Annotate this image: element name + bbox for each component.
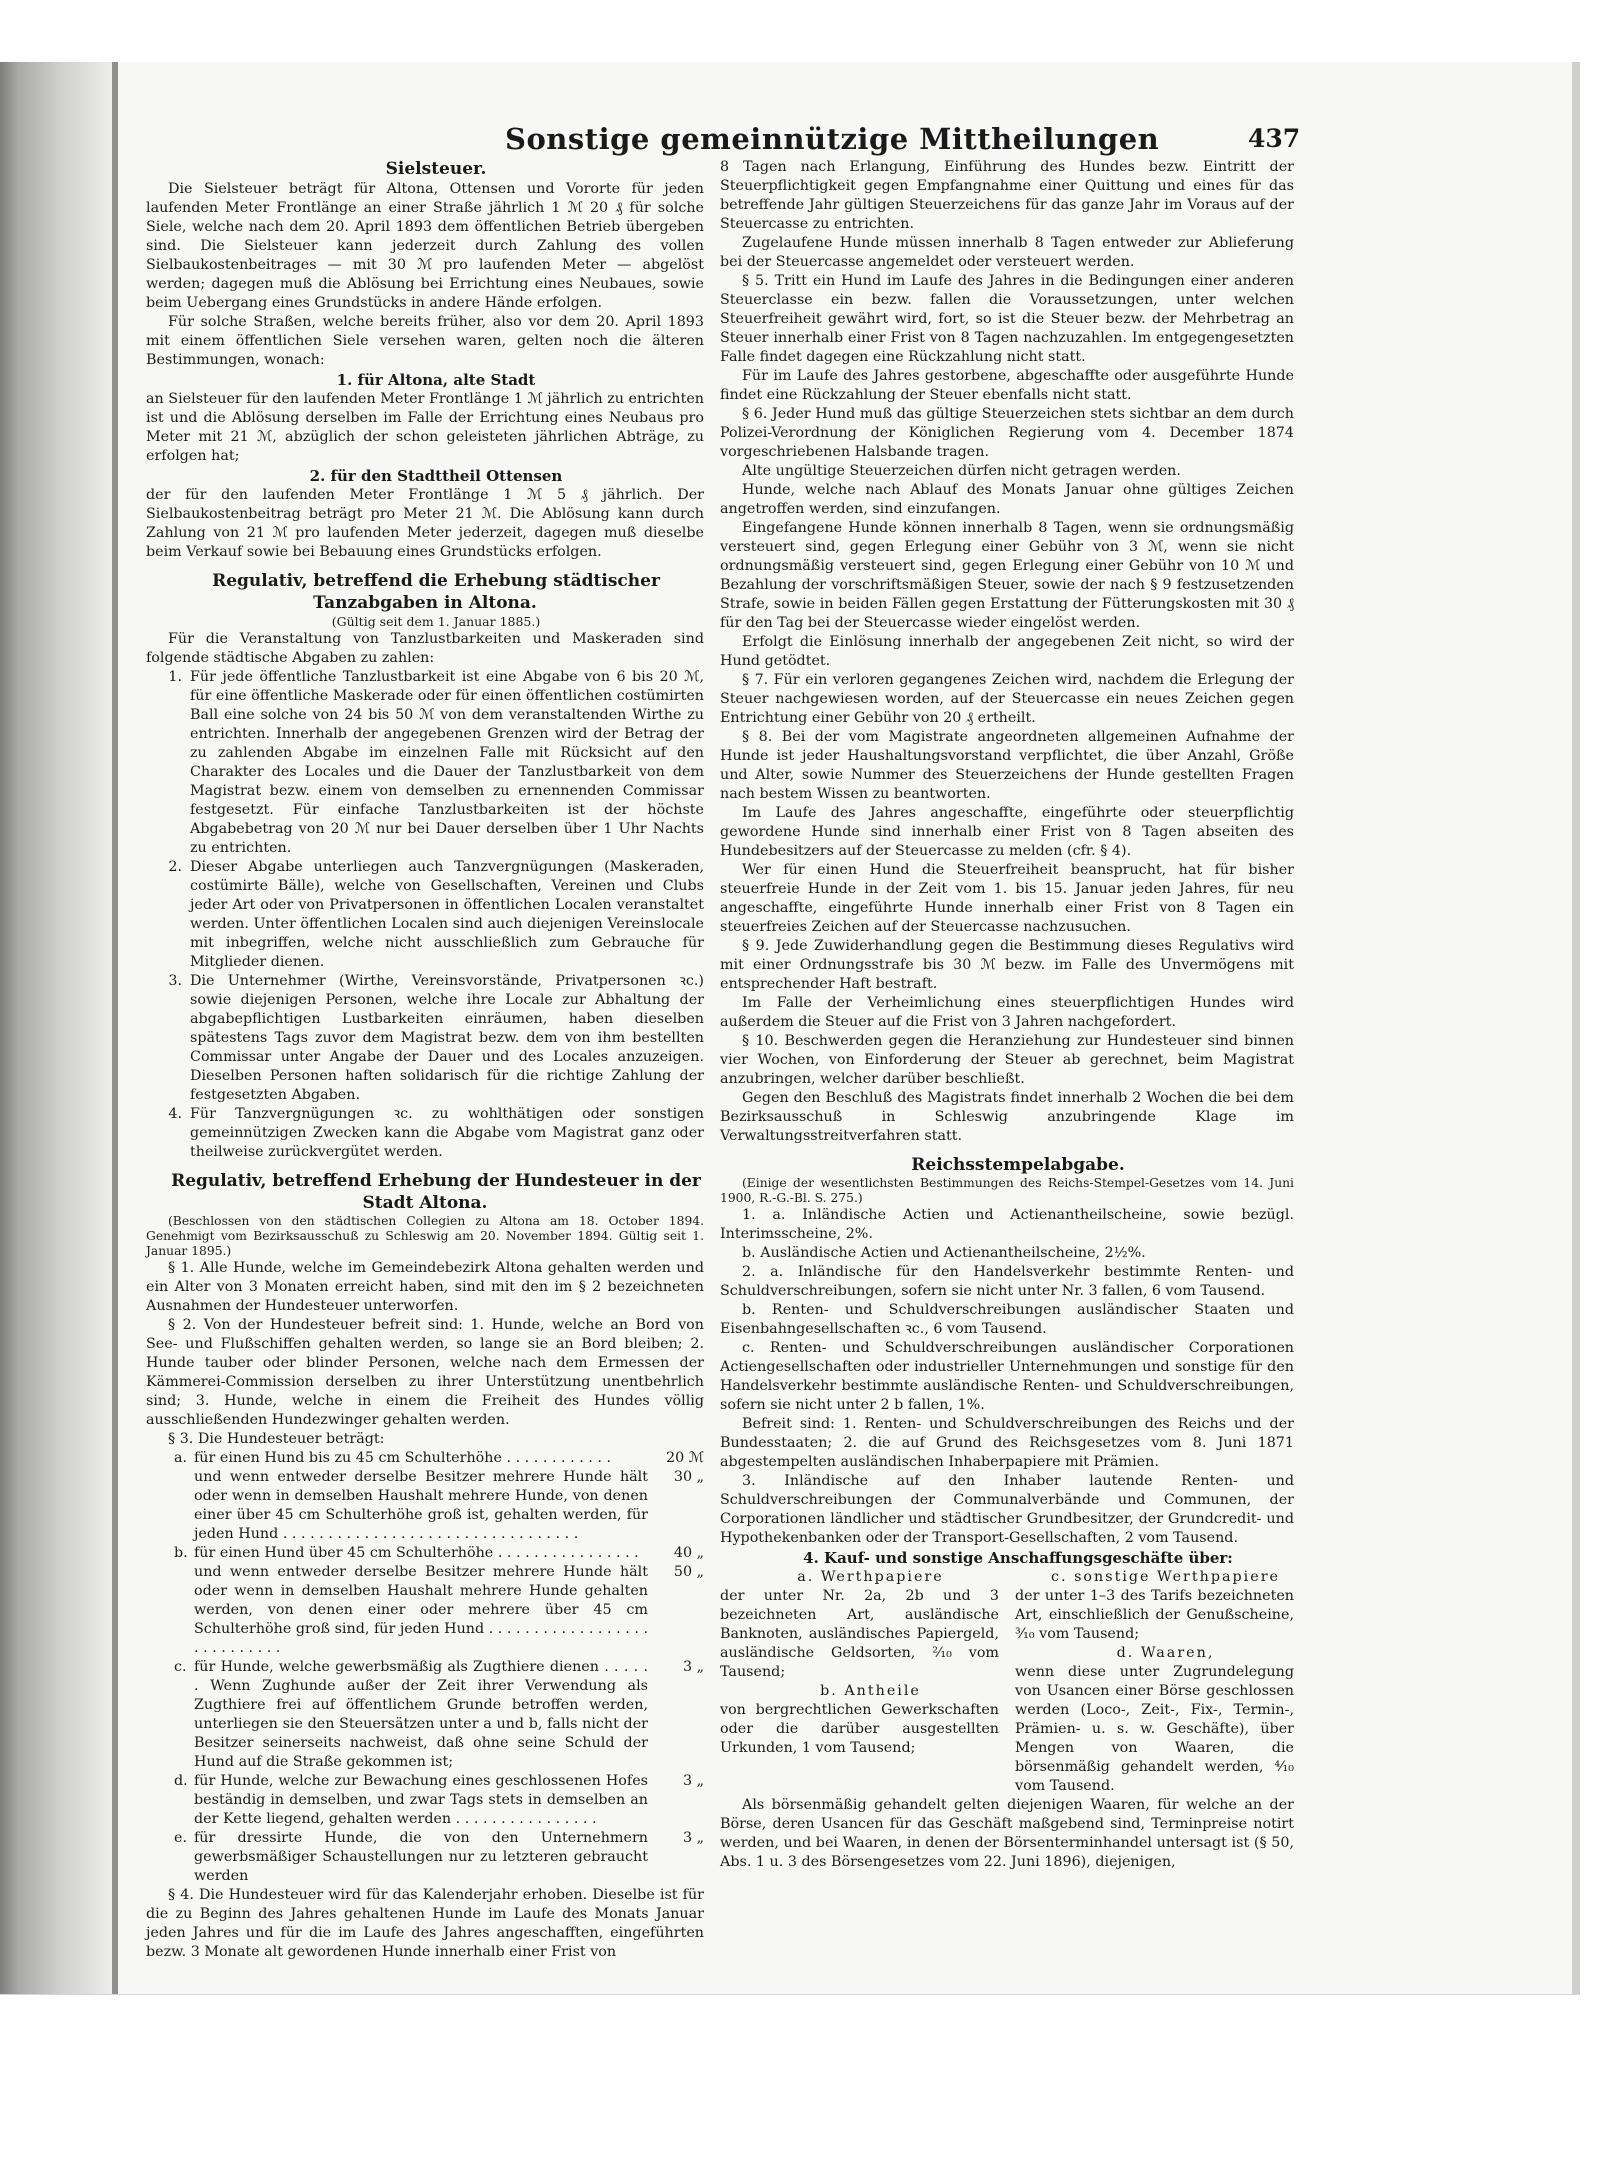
scan-left-edge <box>0 62 120 1994</box>
paragraph: § 5. Tritt ein Hund im Laufe des Jahres in die Bedingungen einer anderen Steuerclasse ein bezw. fallen die Voraussetzungen, unter welchen Steuerfreiheit gewährt wird, fort, so ist die Steuer bezw. der Mehrbetrag an Steuer innerhalb einer Frist von 8 Tagen nachzuzahlen. Im entgegengesetzten Falle findet dagegen eine Rückzahlung nicht statt. <box>720 273 1294 365</box>
subheading-anschaffungsgeschaefte: 4. Kauf- und sonstige Anschaffungsgeschäfte über: <box>803 1549 1233 1567</box>
paragraph: § 7. Für ein verloren gegangenes Zeichen wird, nachdem die Erlegung der Steuer nachgewiesen worden, auf der Steuercasse ein neues Zeichen gegen Entrichtung einer Gebühr von 20 ₰ ertheilt. <box>720 672 1294 726</box>
paragraph: 2. a. Inländische für den Handelsverkehr bestimmte Renten- und Schuldverschreibungen, sofern sie nicht unter Nr. 3 fallen, 6 vom Tausend. <box>720 1264 1294 1299</box>
paragraph: Hunde, welche nach Ablauf des Monats Januar ohne gültiges Zeichen angetroffen werden, sind einzufangen. <box>720 482 1294 517</box>
paragraph: Im Falle der Verheimlichung eines steuerpflichtigen Hundes wird außerdem die Steuer auf die Frist von 3 Jahren nachgefordert. <box>720 995 1294 1030</box>
tax-rate-row: e. für dressirte Hunde, die von den Unternehmern gewerbsmäßiger Schaustellungen nur zu letzteren gebraucht werden 3 „ <box>174 1830 704 1884</box>
subheading-ottensen: 2. für den Stadttheil Ottensen <box>309 467 563 485</box>
validity-note: (Gültig seit dem 1. Januar 1885.) <box>331 614 541 629</box>
law-reference-note: (Einige der wesentlichsten Bestimmungen des Reichs-Stempel-Gesetzes vom 14. Juni 1900, R.-G.-Bl. S. 275.) <box>720 1176 1294 1205</box>
section-heading-tanzabgaben: Regulativ, betreffend die Erhebung städtischer Tanzabgaben in Altona. <box>212 571 660 613</box>
paragraph: Erfolgt die Einlösung innerhalb der angegebenen Zeit nicht, so wird der Hund getödtet. <box>720 634 1294 669</box>
paragraph: der unter 1–3 des Tarifs bezeichneten Art, einschließlich der Genußscheine, ³⁄₁₀ vom Tausend; <box>1015 1588 1294 1642</box>
page-number: 437 <box>1248 124 1301 153</box>
paragraph: Befreit sind: 1. Renten- und Schuldverschreibungen des Reichs und der Bundesstaaten; 2. die auf Grund des Reichsgesetzes vom 8. Juni 1871 abgestempelten ausländischen Inhaberpapiere mit Prämien. <box>720 1416 1294 1470</box>
paragraph: wenn diese unter Zugrundelegung von Usancen einer Börse geschlossen werden (Loco-, Zeit-, Fix-, Termin-, Prämien- u. s. w. Geschäfte), über Mengen von Waaren, die börsenmäßig gehandelt werden, ⁴⁄₁₀ vom Tausend. <box>1015 1664 1294 1794</box>
subcolumn-right <box>1015 1568 1294 1796</box>
paragraph: § 1. Alle Hunde, welche im Gemeindebezirk Altona gehalten werden und ein Alter von 3 Monaten erreicht haben, sind mit den im § 2 bezeichneten Ausnahmen der Hundesteuer unterworfen. <box>146 1260 704 1314</box>
paragraph: Für die Veranstaltung von Tanzlustbarkeiten und Maskeraden sind folgende städtische Abgaben zu zahlen: <box>146 631 704 666</box>
tax-rate-row: und wenn entweder derselbe Besitzer mehrere Hunde hält oder wenn in demselben Haushalt mehrere Hunde gehalten werden, von denen einer oder mehrere über 45 cm Schulterhöhe groß sind, für jeden Hund . . . . . . . . . . . . . . . . . . . . . . . . . . . . 50 „ <box>194 1564 704 1656</box>
section-heading-sielsteuer: Sielsteuer. <box>385 159 487 179</box>
paragraph: Im Laufe des Jahres angeschaffte, eingeführte oder steuerpflichtig gewordene Hunde sind innerhalb einer Frist von 8 Tagen abseiten des Hundebesitzers auf der Steuercasse zu melden (cfr. § 4). <box>720 805 1294 859</box>
list-item: 1. Für jede öffentliche Tanzlustbarkeit ist eine Abgabe von 6 bis 20 ℳ, für eine öffentliche Maskerade oder für einen öffentlichen costümirten Ball eine solche von 24 bis 50 ℳ von dem veranstaltenden Wirthe zu entrichten. Innerhalb der angegebenen Grenzen wird der Betrag der zu zahlenden Abgabe im einzelnen Falle mit Rücksicht auf den Charakter des Locales und die Dauer der Tanzlustbarkeit von dem Magistrat bezw. einem von demselben zu ernennenden Commissar festgesetzt. Für einfache Tanzlustbarkeiten ist der höchste Abgabebetrag von 20 ℳ nur bei Dauer derselben über 1 Uhr Nachts zu entrichten. <box>168 669 704 856</box>
paragraph: Zugelaufene Hunde müssen innerhalb 8 Tagen entweder zur Ablieferung bei der Steuercasse angemeldet oder versteuert werden. <box>720 235 1294 270</box>
paragraph: Alte ungültige Steuerzeichen dürfen nicht getragen werden. <box>742 463 1181 479</box>
tax-rate-row: b. für einen Hund über 45 cm Schulterhöhe . . . . . . . . . . . . . . . . 40 „ <box>174 1545 704 1561</box>
paragraph: 8 Tagen nach Erlangung, Einführung des Hundes bezw. Eintritt der Steuerpflichtigkeit gegen Empfangnahme einer Quittung und eines für das betreffende Jahr gültigen Steuerzeichens für das ganze Jahr im Voraus auf der Steuercasse zu entrichten. <box>720 159 1294 232</box>
paragraph: Für solche Straßen, welche bereits früher, also vor dem 20. April 1893 mit einem öffentlichen Siele versehen waren, gelten noch die älteren Bestimmungen, wonach: <box>146 314 704 368</box>
paragraph: 1. a. Inländische Actien und Actienantheilscheine, sowie bezügl. Interimsscheine, 2%. <box>720 1207 1294 1242</box>
paragraph: Für im Laufe des Jahres gestorbene, abgeschaffte oder ausgeführte Hunde findet eine Rückzahlung der Steuer ebenfalls nicht statt. <box>720 368 1294 403</box>
tax-rate-row: c. für Hunde, welche gewerbsmäßig als Zugthiere dienen . . . . . . Wenn Zughunde außer der Zeit ihrer Verwendung als Zugthiere frei auf öffentlichem Grunde betroffen werden, unterliegen sie den Steuersätzen unter a und b, falls nicht der Besitzer seinerseits nachweist, daß ohne seine Schuld der Hund auf die Straße gekommen ist; 3 „ <box>174 1659 704 1770</box>
paragraph: an Sielsteuer für den laufenden Meter Frontlänge 1 ℳ jährlich zu entrichten ist und die Ablösung derselben im Falle der Errichtung eines Neubaus pro Meter mit 21 ℳ, abzüglich der schon geleisteten jährlichen Abträge, zu erfolgen hat; <box>146 391 704 464</box>
paragraph: Gegen den Beschluß des Magistrats findet innerhalb 2 Wochen die bei dem Bezirksausschuß in Schleswig anzubringende Klage im Verwaltungsstreitverfahren statt. <box>720 1090 1294 1144</box>
subheading-altona: 1. für Altona, alte Stadt <box>336 371 536 389</box>
paragraph: b. Renten- und Schuldverschreibungen ausländischer Staaten und Eisenbahngesellschaften ꝛc., 6 vom Tausend. <box>720 1302 1294 1337</box>
paragraph: § 2. Von der Hundesteuer befreit sind: 1. Hunde, welche an Bord von See- und Flußschiffen gehalten werden, so lange sie an Bord bleiben; 2. Hunde tauber oder blinder Personen, welche nach dem Ermessen der Kämmerei-Commission derselben zu ihrer Unterstützung unentbehrlich sind; 3. Hunde, welche in einem die Freiheit des Hundes völlig ausschließenden Hundezwinger gehalten werden. <box>146 1317 704 1428</box>
paragraph: von bergrechtlichen Gewerkschaften oder die darüber ausgestellten Urkunden, 1 vom Tausend; <box>720 1702 999 1756</box>
enactment-note: (Beschlossen von den städtischen Collegien zu Altona am 18. October 1894. Genehmigt vom Bezirksausschuß zu Schleswig am 20. November 1894. Gültig seit 1. Januar 1895.) <box>146 1214 704 1258</box>
left-column <box>146 158 704 1962</box>
paragraph: § 9. Jede Zuwiderhandlung gegen die Bestimmung dieses Regulativs wird mit einer Ordnungsstrafe bis 30 ℳ bezw. im Falle des Unvermögens mit entsprechender Haft bestraft. <box>720 938 1294 992</box>
section-heading-reichsstempel: Reichsstempelabgabe. <box>911 1155 1125 1175</box>
paragraph: der für den laufenden Meter Frontlänge 1 ℳ 5 ₰ jährlich. Der Sielbaukostenbeitrag beträgt pro Meter 21 ℳ. Die Ablösung kann durch Zahlung von 21 ℳ pro laufenden Meter jederzeit, dagegen muß dieselbe beim Verkauf sowie bei Bebauung eines Grundstücks erfolgen. <box>146 487 704 560</box>
paragraph: c. Renten- und Schuldverschreibungen ausländischer Corporationen Actiengesellschaften oder industrieller Unternehmungen und sonstige für den Handelsverkehr bestimmte ausländische Renten- und Schuldverschreibungen, sofern sie nicht unter 2 b fallen, 1%. <box>720 1340 1294 1413</box>
paragraph: Wer für einen Hund die Steuerfreiheit beansprucht, hat für bisher steuerfreie Hunde in der Zeit vom 1. bis 15. Januar jeden Jahres, für neu angeschaffte, eingeführte Hunde innerhalb einer Frist von 8 Tagen ein steuerfreies Zeichen auf der Steuercasse nachzusuchen. <box>720 862 1294 935</box>
paragraph: § 6. Jeder Hund muß das gültige Steuerzeichen stets sichtbar an dem durch Polizei-Verordnung der Königlichen Regierung vom 4. December 1874 vorgeschriebenen Halsbande tragen. <box>720 406 1294 460</box>
scan-bottom-edge <box>0 1994 1580 1995</box>
list-item: 2. Dieser Abgabe unterliegen auch Tanzvergnügungen (Maskeraden, costümirte Bälle), welche von Gesellschaften, Vereinen und Clubs jeder Art oder von Privatpersonen in öffentlichen Localen veranstaltet werden. Unter öffentlichen Localen sind auch diejenigen Vereinslocale mit inbegriffen, welche nicht ausschließlich zum Gebrauche für Mitglieder dienen. <box>168 859 704 970</box>
subheading: c. sonstige Werthpapiere <box>1051 1569 1280 1585</box>
tariff-subcolumns <box>720 1568 1294 1796</box>
section-heading-hundesteuer: Regulativ, betreffend Erhebung der Hundesteuer in der Stadt Altona. <box>171 1171 701 1213</box>
tax-rate-row: und wenn entweder derselbe Besitzer mehrere Hunde hält oder wenn in demselben Haushalt mehrere Hunde, von denen einer über 45 cm Schulterhöhe groß ist, gehalten werden, für jeden Hund . . . . . . . . . . . . . . . . . . . . . . . . . . . . . . . . . 30 „ <box>194 1469 704 1542</box>
subheading: b. Antheile <box>820 1683 921 1699</box>
paragraph: § 3. Die Hundesteuer beträgt: <box>168 1431 385 1447</box>
subheading: d. Waaren, <box>1116 1645 1215 1661</box>
paragraph: 3. Inländische auf den Inhaber lautende Renten- und Schuldverschreibungen der Communalverbände und Communen, der Corporationen ländlicher und städtischer Grundbesitzer, der Grundcredit- und Hypothekenbanken oder der Transport-Gesellschaften, 2 vom Tausend. <box>720 1473 1294 1546</box>
tax-rate-row: a. für einen Hund bis zu 45 cm Schulterhöhe . . . . . . . . . . . . 20 ℳ <box>174 1450 704 1466</box>
paragraph: Als börsenmäßig gehandelt gelten diejenigen Waaren, für welche an der Börse, deren Usancen für das Geschäft maßgebend sind, Terminpreise notirt werden, und bei Waaren, in denen der Börsenterminhandel untersagt ist (§ 50, Abs. 1 u. 3 des Börsengesetzes vom 22. Juni 1896), diejenigen, <box>720 1797 1294 1870</box>
scan-right-edge <box>1572 62 1580 1994</box>
paragraph: b. Ausländische Actien und Actienantheilscheine, 2½%. <box>742 1245 1146 1261</box>
paragraph: § 10. Beschwerden gegen die Heranziehung zur Hundesteuer sind binnen vier Wochen, von Einforderung der Steuer ab gerechnet, beim Magistrat anzubringen, welcher darüber beschließt. <box>720 1033 1294 1087</box>
paragraph: der unter Nr. 2a, 2b und 3 bezeichneten Art, ausländische Banknoten, ausländisches Papiergeld, ausländische Geldsorten, ²⁄₁₀ vom Tausend; <box>720 1588 999 1680</box>
paragraph: Die Sielsteuer beträgt für Altona, Ottensen und Vororte für jeden laufenden Meter Frontlänge an einer Straße jährlich 1 ℳ 20 ₰ für solche Siele, welche nach dem 20. April 1893 dem öffentlichen Betrieb übergeben sind. Die Sielsteuer kann jederzeit durch Zahlung des vollen Sielbaukostenbeitrages — mit 30 ℳ pro laufenden Meter — abgelöst werden; dagegen muß die Ablösung bei Errichtung eines Neubaues, sowie beim Uebergang eines Grundstücks in andere Hände erfolgen. <box>146 181 704 311</box>
list-item: 3. Die Unternehmer (Wirthe, Vereinsvorstände, Privatpersonen ꝛc.) sowie diejenigen Personen, welche ihre Locale zur Abhaltung der abgabepflichtigen Lustbarkeiten einräumen, haben dieselben spätestens Tags zuvor dem Magistrat bezw. dem von ihm bestellten Commissar unter Angabe der Dauer und des Locales anzuzeigen. Dieselben Personen haften solidarisch für die richtige Zahlung der festgesetzten Abgaben. <box>168 973 704 1103</box>
paragraph: § 4. Die Hundesteuer wird für das Kalenderjahr erhoben. Dieselbe ist für die zu Beginn des Jahres gehaltenen Hunde im Laufe des Monats Januar jeden Jahres und für die im Laufe des Jahres angeschafften, eingeführten bezw. 3 Monate alt gewordenen Hunde innerhalb einer Frist von <box>146 1887 704 1960</box>
subheading: a. Werthpapiere <box>797 1569 944 1585</box>
running-title: Sonstige gemeinnützige Mittheilungen <box>505 122 1160 156</box>
paragraph: Eingefangene Hunde können innerhalb 8 Tagen, wenn sie ordnungsmäßig versteuert sind, gegen Erlegung einer Gebühr von 3 ℳ, wenn sie nicht ordnungsmäßig versteuert sind, gegen Erlegung einer Gebühr von 10 ℳ und Bezahlung der vorschriftsmäßigen Steuer, sowie der nach § 9 festzusetzenden Strafe, sowie in beiden Fällen gegen Erstattung der Fütterungskosten mit 30 ₰ für den Tag bei der Steuercasse wieder eingelöst werden. <box>720 520 1294 631</box>
tax-rate-row: d. für Hunde, welche zur Bewachung eines geschlossenen Hofes beständig in demselben, und zwar Tags stets in demselben an der Kette liegend, gehalten werden . . . . . . . . . . . . . . . . 3 „ <box>174 1773 704 1827</box>
list-item: 4. Für Tanzvergnügungen ꝛc. zu wohlthätigen oder sonstigen gemeinnützigen Zwecken kann die Abgabe vom Magistrat ganz oder theilweise zurückvergütet werden. <box>168 1106 704 1160</box>
right-column <box>720 158 1294 1872</box>
paragraph: § 8. Bei der vom Magistrate angeordneten allgemeinen Aufnahme der Hunde ist jeder Haushaltungsvorstand verpflichtet, die über Anzahl, Größe und Alter, sowie Nummer des Steuerzeichens der Hunde gestellten Fragen nach bestem Wissen zu beantworten. <box>720 729 1294 802</box>
subcolumn-left <box>720 1568 999 1796</box>
